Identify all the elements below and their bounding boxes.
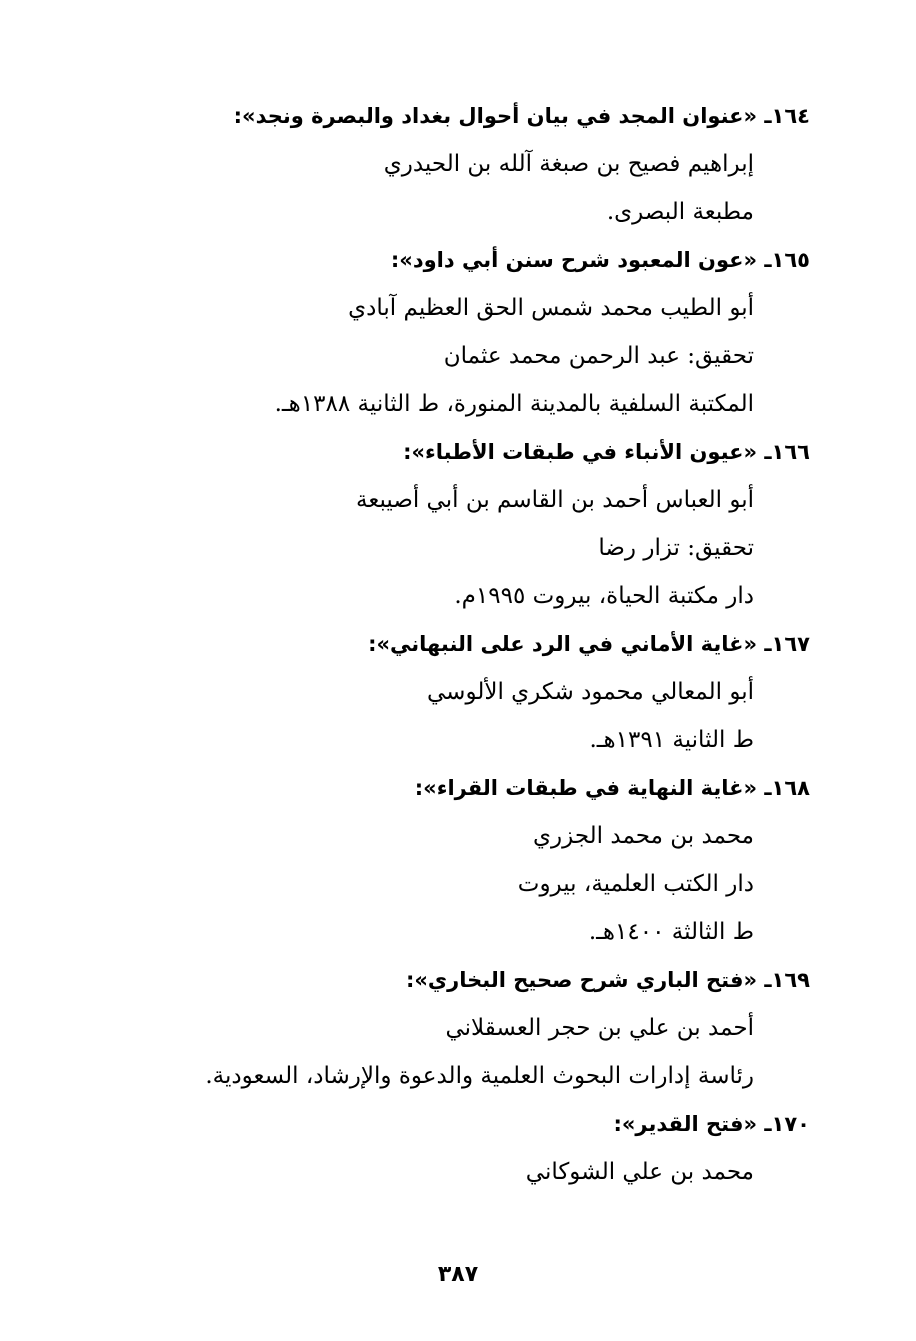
entry-title: ١٦٧ـ «غاية الأماني في الرد على النبهاني»: bbox=[368, 632, 810, 656]
entry-title: ١٦٤ـ «عنوان المجد في بيان أحوال بغداد والبصرة ونجد»: bbox=[233, 104, 810, 128]
entry-author: أبو المعالي محمود شكري الألوسي bbox=[427, 679, 754, 705]
entry-editor: تحقيق: تزار رضا bbox=[598, 535, 754, 561]
entry-title: ١٦٩ـ «فتح الباري شرح صحيح البخاري»: bbox=[405, 968, 810, 992]
entry-publisher: المكتبة السلفية بالمدينة المنورة، ط الثانية ١٣٨٨هـ. bbox=[274, 391, 754, 417]
entry-editor: تحقيق: عبد الرحمن محمد عثمان bbox=[443, 343, 754, 369]
entry-169 bbox=[120, 956, 810, 1100]
entry-title: ١٧٠ـ «فتح القدير»: bbox=[613, 1112, 810, 1136]
entry-165 bbox=[120, 236, 810, 428]
bibliography-list bbox=[120, 92, 810, 1196]
entry-edition: ط الثالثة ١٤٠٠هـ. bbox=[588, 919, 754, 945]
entry-164 bbox=[120, 92, 810, 236]
entry-author: إبراهيم فصيح بن صبغة آلله بن الحيدري bbox=[383, 151, 754, 177]
entry-title: ١٦٥ـ «عون المعبود شرح سنن أبي داود»: bbox=[390, 248, 810, 272]
entry-title: ١٦٨ـ «غاية النهاية في طبقات القراء»: bbox=[414, 776, 810, 800]
entry-author: محمد بن محمد الجزري bbox=[533, 823, 754, 849]
page-number: ٣٨٧ bbox=[437, 1262, 479, 1287]
entry-edition: ط الثانية ١٣٩١هـ. bbox=[589, 727, 754, 753]
entry-publisher: مطبعة البصرى. bbox=[606, 199, 754, 225]
entry-author: أحمد بن علي بن حجر العسقلاني bbox=[445, 1015, 754, 1041]
entry-author: محمد بن علي الشوكاني bbox=[525, 1159, 754, 1185]
entry-168 bbox=[120, 764, 810, 956]
entry-author: أبو العباس أحمد بن القاسم بن أبي أصيبعة bbox=[356, 487, 754, 513]
entry-author: أبو الطيب محمد شمس الحق العظيم آبادي bbox=[348, 295, 754, 321]
entry-170 bbox=[120, 1100, 810, 1196]
entry-title: ١٦٦ـ «عيون الأنباء في طبقات الأطباء»: bbox=[403, 440, 810, 464]
entry-167 bbox=[120, 620, 810, 764]
entry-publisher: دار الكتب العلمية، بيروت bbox=[517, 871, 754, 897]
entry-publisher: دار مكتبة الحياة، بيروت ١٩٩٥م. bbox=[454, 583, 754, 609]
entry-publisher: رئاسة إدارات البحوث العلمية والدعوة والإرشاد، السعودية. bbox=[205, 1063, 754, 1089]
entry-166 bbox=[120, 428, 810, 620]
